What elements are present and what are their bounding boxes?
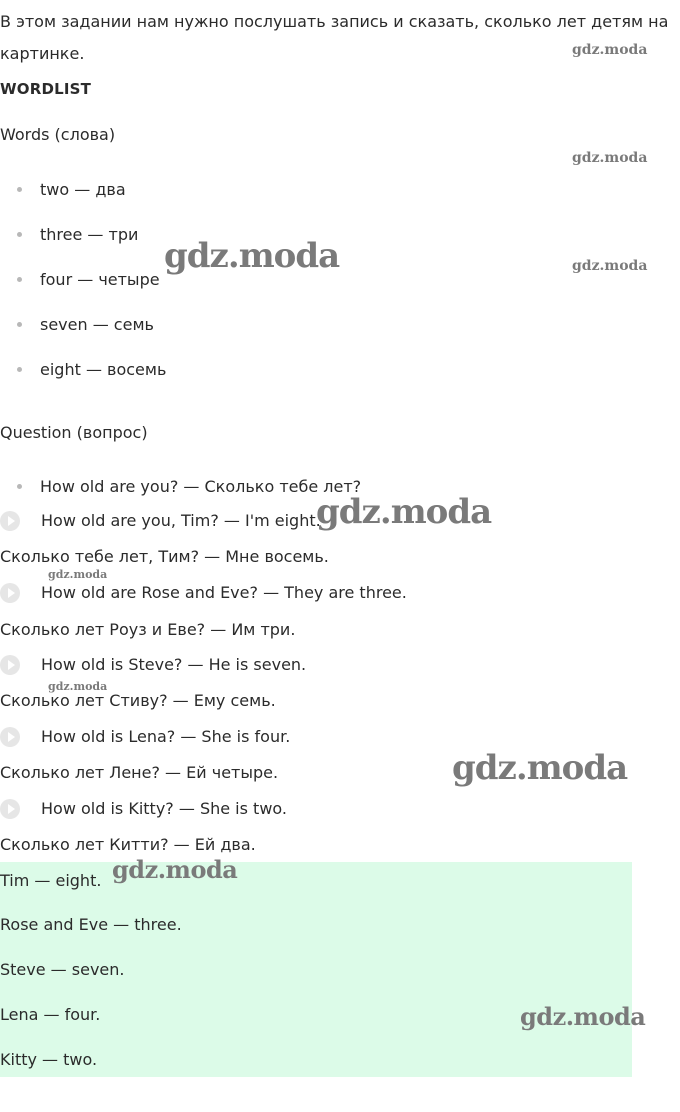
dialogue-en: How old are you, Tim? — I'm eight.: [41, 511, 321, 530]
dialogue-en: How old is Steve? — He is seven.: [41, 655, 307, 674]
watermark: gdz.moda: [572, 258, 648, 274]
dialogue-en: How old are Rose and Eve? — They are three.: [41, 583, 407, 602]
answer-item: Lena — four.: [0, 1005, 101, 1024]
play-icon[interactable]: [0, 727, 20, 747]
watermark: gdz.moda: [572, 42, 648, 58]
watermark: gdz.moda: [572, 150, 648, 166]
answer-item: Kitty — two.: [0, 1050, 98, 1069]
watermark: gdz.moda: [112, 855, 238, 884]
dialogue-ru: Сколько лет Китти? — Ей два.: [0, 835, 256, 854]
answer-item: Steve — seven.: [0, 960, 125, 979]
play-icon[interactable]: [0, 511, 20, 531]
intro-text: В этом задании нам нужно послушать запись и сказать, сколько лет детям на картинке.: [0, 12, 669, 63]
dialogue-en: How old is Kitty? — She is two.: [41, 799, 287, 818]
bullet-icon: [17, 484, 22, 489]
list-item: two — два: [40, 180, 126, 199]
watermark: gdz.moda: [452, 748, 628, 788]
dialogue-ru: Сколько лет Стиву? — Ему семь.: [0, 691, 276, 710]
bullet-icon: [17, 232, 22, 237]
list-item: three — три: [40, 225, 139, 244]
wordlist-heading: WORDLIST: [0, 80, 92, 98]
list-item: eight — восемь: [40, 360, 167, 379]
question-heading: Question (вопрос): [0, 423, 148, 442]
dialogue-ru: Сколько тебе лет, Тим? — Мне восемь.: [0, 547, 329, 566]
bullet-icon: [17, 187, 22, 192]
list-item: seven — семь: [40, 315, 154, 334]
answer-item: Rose and Eve — three.: [0, 915, 182, 934]
words-heading: Words (слова): [0, 125, 116, 144]
play-icon[interactable]: [0, 799, 20, 819]
bullet-icon: [17, 277, 22, 282]
bullet-icon: [17, 322, 22, 327]
dialogue-ru: Сколько лет Роуз и Еве? — Им три.: [0, 620, 296, 639]
dialogue-ru: Сколько лет Лене? — Ей четыре.: [0, 763, 279, 782]
watermark: gdz.moda: [48, 568, 108, 581]
watermark: gdz.moda: [48, 680, 108, 693]
watermark: gdz.moda: [164, 236, 340, 276]
answer-item: Tim — eight.: [0, 871, 102, 890]
play-icon[interactable]: [0, 583, 20, 603]
watermark: gdz.moda: [520, 1002, 646, 1031]
play-icon[interactable]: [0, 655, 20, 675]
list-item: four — четыре: [40, 270, 160, 289]
question-item: How old are you? — Сколько тебе лет?: [40, 477, 362, 496]
watermark: gdz.moda: [316, 492, 492, 532]
dialogue-en: How old is Lena? — She is four.: [41, 727, 291, 746]
bullet-icon: [17, 367, 22, 372]
